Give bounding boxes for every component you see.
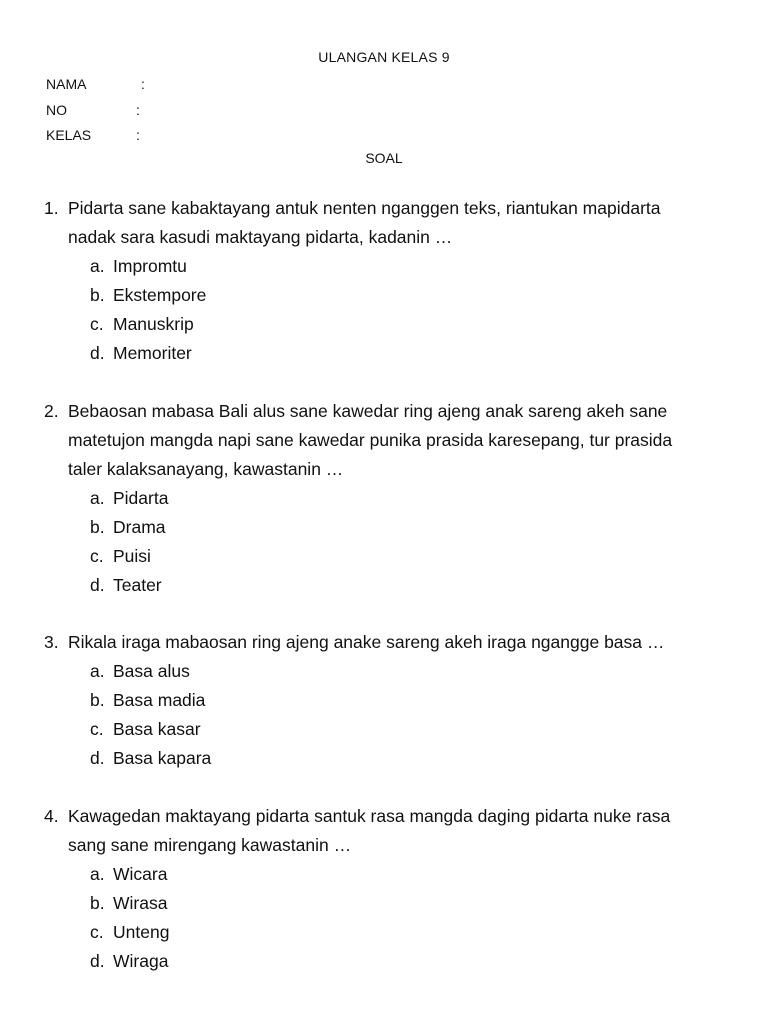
option-a <box>44 860 724 889</box>
page-title: ULANGAN KELAS 9 <box>318 49 450 65</box>
question-line <box>44 426 724 455</box>
question-text: Bebaosan mabasa Bali alus sane kawedar ring ajeng anak sareng akeh sane <box>68 401 668 421</box>
option-letter: d. <box>90 575 105 595</box>
question-4 <box>44 802 724 976</box>
question-number: 3. <box>44 632 59 652</box>
question-line <box>44 802 724 831</box>
option-text: Ekstempore <box>113 285 207 305</box>
option-a <box>44 657 724 686</box>
field-colon: : <box>136 102 140 118</box>
question-line <box>44 831 724 860</box>
question-text: Kawagedan maktayang pidarta santuk rasa mangda daging pidarta nuke rasa <box>68 806 671 826</box>
question-line <box>44 455 724 484</box>
option-d <box>44 947 724 976</box>
option-c <box>44 715 724 744</box>
option-text: Wiraga <box>113 951 169 971</box>
option-c <box>44 542 724 571</box>
question-text: Pidarta sane kabaktayang antuk nenten nganggen teks, riantukan mapidarta <box>68 198 661 218</box>
question-text: matetujon mangda napi sane kawedar punika prasida karesepang, tur prasida <box>68 430 673 450</box>
option-text: Basa madia <box>113 690 206 710</box>
option-b <box>44 513 724 542</box>
option-text: Basa kapara <box>113 748 212 768</box>
field-label: NO <box>46 102 67 118</box>
option-d <box>44 744 724 773</box>
option-letter: c. <box>90 546 104 566</box>
option-letter: d. <box>90 748 105 768</box>
option-text: Teater <box>113 575 162 595</box>
option-b <box>44 281 724 310</box>
option-letter: b. <box>90 285 105 305</box>
option-letter: d. <box>90 343 105 363</box>
option-d <box>44 571 724 600</box>
field-colon: : <box>141 76 145 92</box>
question-line <box>44 194 724 223</box>
option-letter: a. <box>90 864 105 884</box>
option-letter: b. <box>90 517 105 537</box>
option-letter: b. <box>90 893 105 913</box>
question-number: 4. <box>44 806 59 826</box>
question-2 <box>44 397 724 600</box>
option-b <box>44 889 724 918</box>
option-a <box>44 484 724 513</box>
field-nama <box>46 74 145 94</box>
option-c <box>44 918 724 947</box>
question-number: 2. <box>44 401 59 421</box>
question-text: nadak sara kasudi maktayang pidarta, kadanin … <box>68 227 453 247</box>
option-a <box>44 252 724 281</box>
question-line <box>44 628 724 657</box>
option-letter: a. <box>90 488 105 508</box>
option-letter: d. <box>90 951 105 971</box>
question-3 <box>44 628 724 773</box>
field-no <box>46 100 140 120</box>
option-text: Basa kasar <box>113 719 201 739</box>
section-heading: SOAL <box>365 150 403 166</box>
option-text: Impromtu <box>113 256 187 276</box>
option-text: Puisi <box>113 546 151 566</box>
option-text: Memoriter <box>113 343 192 363</box>
field-kelas <box>46 125 140 145</box>
option-d <box>44 339 724 368</box>
question-line <box>44 223 724 252</box>
question-number: 1. <box>44 198 59 218</box>
option-letter: a. <box>90 661 105 681</box>
option-text: Drama <box>113 517 166 537</box>
field-label: KELAS <box>46 127 92 143</box>
question-1 <box>44 194 724 368</box>
option-letter: b. <box>90 690 105 710</box>
option-letter: c. <box>90 922 104 942</box>
option-letter: a. <box>90 256 105 276</box>
option-text: Pidarta <box>113 488 169 508</box>
option-b <box>44 686 724 715</box>
option-text: Wicara <box>113 864 168 884</box>
question-line <box>44 397 724 426</box>
question-text: taler kalaksanayang, kawastanin … <box>68 459 344 479</box>
field-label: NAMA <box>46 76 87 92</box>
option-letter: c. <box>90 314 104 334</box>
question-text: sang sane mirengang kawastanin … <box>68 835 352 855</box>
field-colon: : <box>136 127 140 143</box>
option-text: Unteng <box>113 922 170 942</box>
option-letter: c. <box>90 719 104 739</box>
option-text: Manuskrip <box>113 314 194 334</box>
question-text: Rikala iraga mabaosan ring ajeng anake sareng akeh iraga ngangge basa … <box>68 632 665 652</box>
option-c <box>44 310 724 339</box>
option-text: Wirasa <box>113 893 168 913</box>
option-text: Basa alus <box>113 661 190 681</box>
